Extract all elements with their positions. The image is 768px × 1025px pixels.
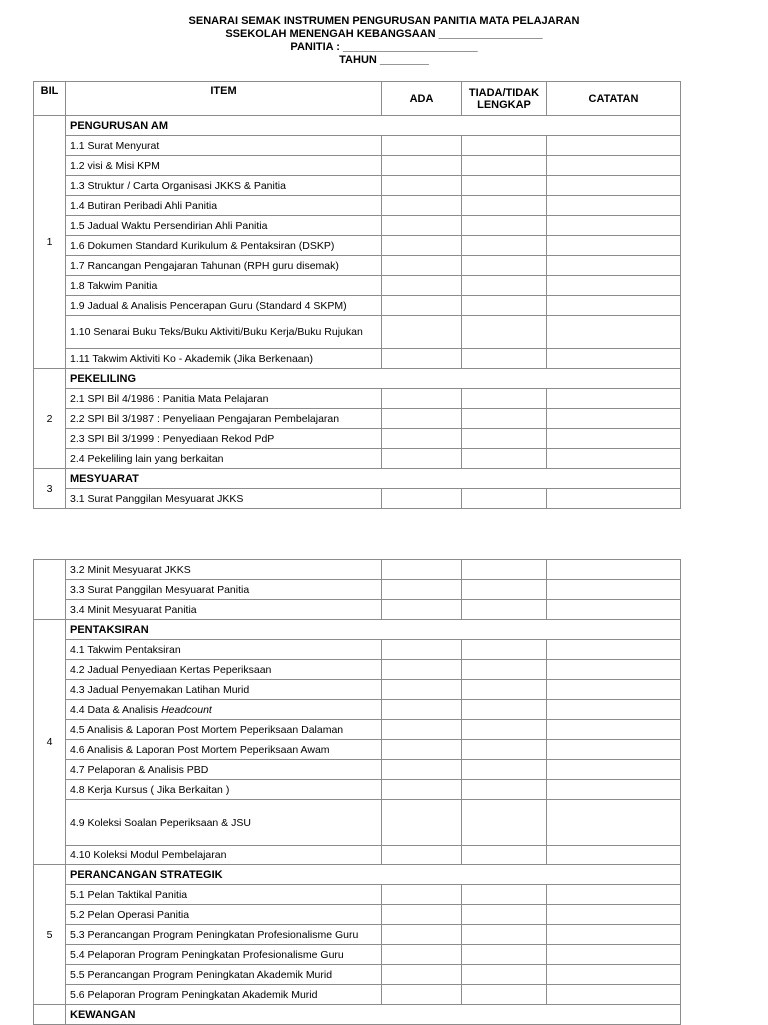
page-break xyxy=(0,512,768,558)
catatan-cell[interactable] xyxy=(547,965,681,985)
catatan-cell[interactable] xyxy=(547,560,681,580)
table-row xyxy=(34,176,681,196)
ada-cell[interactable] xyxy=(382,449,462,469)
table-row xyxy=(34,156,681,176)
column-header-bil: BIL xyxy=(34,82,66,116)
table-row xyxy=(34,580,681,600)
section-title: PENTAKSIRAN xyxy=(66,620,681,640)
tiada-cell[interactable] xyxy=(462,600,547,620)
table-row xyxy=(34,560,681,580)
table-row xyxy=(34,760,681,780)
tiada-cell[interactable] xyxy=(462,780,547,800)
catatan-cell[interactable] xyxy=(547,700,681,720)
ada-cell[interactable] xyxy=(382,985,462,1005)
tiada-cell[interactable] xyxy=(462,409,547,429)
item-label: 4.1 Takwim Pentaksiran xyxy=(66,640,382,660)
item-label: 1.1 Surat Menyurat xyxy=(66,136,382,156)
ada-cell[interactable] xyxy=(382,296,462,316)
item-label: 1.9 Jadual & Analisis Pencerapan Guru (Standard 4 SKPM) xyxy=(66,296,382,316)
catatan-cell[interactable] xyxy=(547,409,681,429)
tiada-cell[interactable] xyxy=(462,760,547,780)
tiada-cell[interactable] xyxy=(462,740,547,760)
item-label: 4.3 Jadual Penyemakan Latihan Murid xyxy=(66,680,382,700)
item-label: 1.5 Jadual Waktu Persendirian Ahli Panitia xyxy=(66,216,382,236)
catatan-cell[interactable] xyxy=(547,449,681,469)
item-label: 1.10 Senarai Buku Teks/Buku Aktiviti/Buku Kerja/Buku Rujukan xyxy=(66,316,382,349)
tiada-cell[interactable] xyxy=(462,236,547,256)
ada-cell[interactable] xyxy=(382,409,462,429)
tiada-cell[interactable] xyxy=(462,965,547,985)
tiada-cell[interactable] xyxy=(462,156,547,176)
tiada-cell[interactable] xyxy=(462,580,547,600)
catatan-cell[interactable] xyxy=(547,740,681,760)
catatan-cell[interactable] xyxy=(547,256,681,276)
item-label: 4.7 Pelaporan & Analisis PBD xyxy=(66,760,382,780)
ada-cell[interactable] xyxy=(382,740,462,760)
header-school: SSEKOLAH MENENGAH KEBANGSAAN _________________ xyxy=(225,28,543,40)
header-title: SENARAI SEMAK INSTRUMEN PENGURUSAN PANITIA MATA PELAJARAN xyxy=(188,15,580,27)
section-row xyxy=(34,1005,681,1025)
catatan-cell[interactable] xyxy=(547,349,681,369)
tiada-cell[interactable] xyxy=(462,276,547,296)
table-row xyxy=(34,449,681,469)
tiada-cell[interactable] xyxy=(462,489,547,509)
ada-cell[interactable] xyxy=(382,945,462,965)
table-row xyxy=(34,296,681,316)
catatan-cell[interactable] xyxy=(547,489,681,509)
tiada-cell[interactable] xyxy=(462,800,547,846)
table-row xyxy=(34,740,681,760)
catatan-cell[interactable] xyxy=(547,925,681,945)
table-row xyxy=(34,780,681,800)
table-row xyxy=(34,885,681,905)
catatan-cell[interactable] xyxy=(547,800,681,846)
section-title: PENGURUSAN AM xyxy=(66,116,681,136)
catatan-cell[interactable] xyxy=(547,156,681,176)
ada-cell[interactable] xyxy=(382,800,462,846)
section-number-blank xyxy=(34,1005,66,1025)
tiada-cell[interactable] xyxy=(462,296,547,316)
item-label: 5.6 Pelaporan Program Peningkatan Akademik Murid xyxy=(66,985,382,1005)
table-row xyxy=(34,409,681,429)
ada-cell[interactable] xyxy=(382,389,462,409)
catatan-cell[interactable] xyxy=(547,600,681,620)
table-row xyxy=(34,720,681,740)
item-label: 5.1 Pelan Taktikal Panitia xyxy=(66,885,382,905)
section-row xyxy=(34,116,681,136)
tiada-cell[interactable] xyxy=(462,640,547,660)
item-label: 4.10 Koleksi Modul Pembelajaran xyxy=(66,846,382,865)
table-row xyxy=(34,846,681,865)
item-label: 4.2 Jadual Penyediaan Kertas Peperiksaan xyxy=(66,660,382,680)
catatan-cell[interactable] xyxy=(547,389,681,409)
section-row xyxy=(34,469,681,489)
table-row xyxy=(34,216,681,236)
section-number: 3 xyxy=(34,469,66,509)
tiada-cell[interactable] xyxy=(462,196,547,216)
catatan-cell[interactable] xyxy=(547,780,681,800)
table-row xyxy=(34,349,681,369)
item-label: 1.6 Dokumen Standard Kurikulum & Pentaksiran (DSKP) xyxy=(66,236,382,256)
tiada-cell[interactable] xyxy=(462,349,547,369)
tiada-cell[interactable] xyxy=(462,560,547,580)
ada-cell[interactable] xyxy=(382,905,462,925)
catatan-cell[interactable] xyxy=(547,136,681,156)
item-label: 1.4 Butiran Peribadi Ahli Panitia xyxy=(66,196,382,216)
ada-cell[interactable] xyxy=(382,316,462,349)
item-label: 5.4 Pelaporan Program Peningkatan Profesionalisme Guru xyxy=(66,945,382,965)
section-number: 4 xyxy=(34,620,66,865)
table-row xyxy=(34,389,681,409)
ada-cell[interactable] xyxy=(382,580,462,600)
item-label: 2.1 SPI Bil 4/1986 : Panitia Mata Pelajaran xyxy=(66,389,382,409)
table-row xyxy=(34,429,681,449)
item-label: 5.2 Pelan Operasi Panitia xyxy=(66,905,382,925)
table-row xyxy=(34,236,681,256)
catatan-cell[interactable] xyxy=(547,945,681,965)
catatan-cell[interactable] xyxy=(547,985,681,1005)
table-row xyxy=(34,196,681,216)
table-row xyxy=(34,925,681,945)
column-header-ada: ADA xyxy=(382,82,462,116)
ada-cell[interactable] xyxy=(382,196,462,216)
item-label: 1.11 Takwim Aktiviti Ko - Akademik (Jika Berkenaan) xyxy=(66,349,382,369)
table-row xyxy=(34,680,681,700)
item-label: 4.4 Data & Analisis Headcount xyxy=(66,700,382,720)
ada-cell[interactable] xyxy=(382,780,462,800)
item-label: 2.4 Pekeliling lain yang berkaitan xyxy=(66,449,382,469)
header-panitia: PANITIA : ______________________ xyxy=(290,41,478,53)
ada-cell[interactable] xyxy=(382,489,462,509)
tiada-cell[interactable] xyxy=(462,136,547,156)
tiada-cell[interactable] xyxy=(462,389,547,409)
item-label: 5.3 Perancangan Program Peningkatan Profesionalisme Guru xyxy=(66,925,382,945)
tiada-cell[interactable] xyxy=(462,216,547,236)
column-header-catatan: CATATAN xyxy=(547,82,681,116)
section-number: 1 xyxy=(34,116,66,369)
checklist-table-page-2 xyxy=(33,559,681,1025)
section-number: 2 xyxy=(34,369,66,469)
tiada-cell[interactable] xyxy=(462,680,547,700)
ada-cell[interactable] xyxy=(382,760,462,780)
table-row xyxy=(34,985,681,1005)
ada-cell[interactable] xyxy=(382,925,462,945)
item-label: 4.9 Koleksi Soalan Peperiksaan & JSU xyxy=(66,800,382,846)
ada-cell[interactable] xyxy=(382,660,462,680)
table-header-row xyxy=(34,82,681,116)
item-label: 3.1 Surat Panggilan Mesyuarat JKKS xyxy=(66,489,382,509)
item-label: 4.8 Kerja Kursus ( Jika Berkaitan ) xyxy=(66,780,382,800)
ada-cell[interactable] xyxy=(382,560,462,580)
ada-cell[interactable] xyxy=(382,965,462,985)
item-label: 1.7 Rancangan Pengajaran Tahunan (RPH guru disemak) xyxy=(66,256,382,276)
table-row xyxy=(34,256,681,276)
ada-cell[interactable] xyxy=(382,885,462,905)
item-label: 2.2 SPI Bil 3/1987 : Penyeliaan Pengajaran Pembelajaran xyxy=(66,409,382,429)
item-label: 1.2 visi & Misi KPM xyxy=(66,156,382,176)
table-row xyxy=(34,700,681,720)
table-row xyxy=(34,276,681,296)
tiada-cell[interactable] xyxy=(462,256,547,276)
item-label: 2.3 SPI Bil 3/1999 : Penyediaan Rekod PdP xyxy=(66,429,382,449)
tiada-cell[interactable] xyxy=(462,945,547,965)
ada-cell[interactable] xyxy=(382,720,462,740)
ada-cell[interactable] xyxy=(382,349,462,369)
ada-cell[interactable] xyxy=(382,276,462,296)
section-row xyxy=(34,369,681,389)
table-row xyxy=(34,965,681,985)
section-row xyxy=(34,620,681,640)
catatan-cell[interactable] xyxy=(547,316,681,349)
table-row xyxy=(34,660,681,680)
catatan-cell[interactable] xyxy=(547,276,681,296)
item-label: 5.5 Perancangan Program Peningkatan Akademik Murid xyxy=(66,965,382,985)
ada-cell[interactable] xyxy=(382,700,462,720)
tiada-cell[interactable] xyxy=(462,700,547,720)
section-title: MESYUARAT xyxy=(66,469,681,489)
catatan-cell[interactable] xyxy=(547,846,681,865)
catatan-cell[interactable] xyxy=(547,196,681,216)
catatan-cell[interactable] xyxy=(547,236,681,256)
tiada-cell[interactable] xyxy=(462,846,547,865)
item-label: 3.2 Minit Mesyuarat JKKS xyxy=(66,560,382,580)
tiada-cell[interactable] xyxy=(462,985,547,1005)
checklist-table-page-1 xyxy=(33,81,681,509)
tiada-cell[interactable] xyxy=(462,925,547,945)
ada-cell[interactable] xyxy=(382,846,462,865)
ada-cell[interactable] xyxy=(382,600,462,620)
item-label: 3.4 Minit Mesyuarat Panitia xyxy=(66,600,382,620)
item-label: 3.3 Surat Panggilan Mesyuarat Panitia xyxy=(66,580,382,600)
ada-cell[interactable] xyxy=(382,136,462,156)
tiada-cell[interactable] xyxy=(462,429,547,449)
tiada-cell[interactable] xyxy=(462,885,547,905)
ada-cell[interactable] xyxy=(382,640,462,660)
table-row xyxy=(34,800,681,846)
ada-cell[interactable] xyxy=(382,256,462,276)
ada-cell[interactable] xyxy=(382,176,462,196)
column-header-tiada: TIADA/TIDAK LENGKAP xyxy=(462,82,547,116)
table-row xyxy=(34,945,681,965)
headcount-term: Headcount xyxy=(161,703,212,716)
section-title: PERANCANGAN STRATEGIK xyxy=(66,865,681,885)
tiada-cell[interactable] xyxy=(462,905,547,925)
ada-cell[interactable] xyxy=(382,216,462,236)
table-row xyxy=(34,136,681,156)
tiada-cell[interactable] xyxy=(462,720,547,740)
section-number: 5 xyxy=(34,865,66,1005)
table-row xyxy=(34,640,681,660)
ada-cell[interactable] xyxy=(382,236,462,256)
tiada-cell[interactable] xyxy=(462,316,547,349)
catatan-cell[interactable] xyxy=(547,296,681,316)
header-year: TAHUN ________ xyxy=(339,54,429,66)
tiada-cell[interactable] xyxy=(462,449,547,469)
catatan-cell[interactable] xyxy=(547,176,681,196)
catatan-cell[interactable] xyxy=(547,680,681,700)
section-title: KEWANGAN xyxy=(66,1005,681,1025)
section-number-continued xyxy=(34,560,66,620)
ada-cell[interactable] xyxy=(382,429,462,449)
catatan-cell[interactable] xyxy=(547,885,681,905)
catatan-cell[interactable] xyxy=(547,905,681,925)
item-label: 1.3 Struktur / Carta Organisasi JKKS & Panitia xyxy=(66,176,382,196)
tiada-cell[interactable] xyxy=(462,176,547,196)
section-title: PEKELILING xyxy=(66,369,681,389)
item-label: 4.5 Analisis & Laporan Post Mortem Peperiksaan Dalaman xyxy=(66,720,382,740)
ada-cell[interactable] xyxy=(382,156,462,176)
catatan-cell[interactable] xyxy=(547,580,681,600)
table-row xyxy=(34,489,681,509)
item-label: 1.8 Takwim Panitia xyxy=(66,276,382,296)
catatan-cell[interactable] xyxy=(547,760,681,780)
catatan-cell[interactable] xyxy=(547,660,681,680)
table-row xyxy=(34,600,681,620)
column-header-item: ITEM xyxy=(66,82,382,116)
tiada-cell[interactable] xyxy=(462,660,547,680)
ada-cell[interactable] xyxy=(382,680,462,700)
table-row xyxy=(34,905,681,925)
catatan-cell[interactable] xyxy=(547,640,681,660)
table-row xyxy=(34,316,681,349)
item-label: 4.6 Analisis & Laporan Post Mortem Peperiksaan Awam xyxy=(66,740,382,760)
document-header xyxy=(0,15,768,67)
catatan-cell[interactable] xyxy=(547,216,681,236)
catatan-cell[interactable] xyxy=(547,429,681,449)
catatan-cell[interactable] xyxy=(547,720,681,740)
section-row xyxy=(34,865,681,885)
